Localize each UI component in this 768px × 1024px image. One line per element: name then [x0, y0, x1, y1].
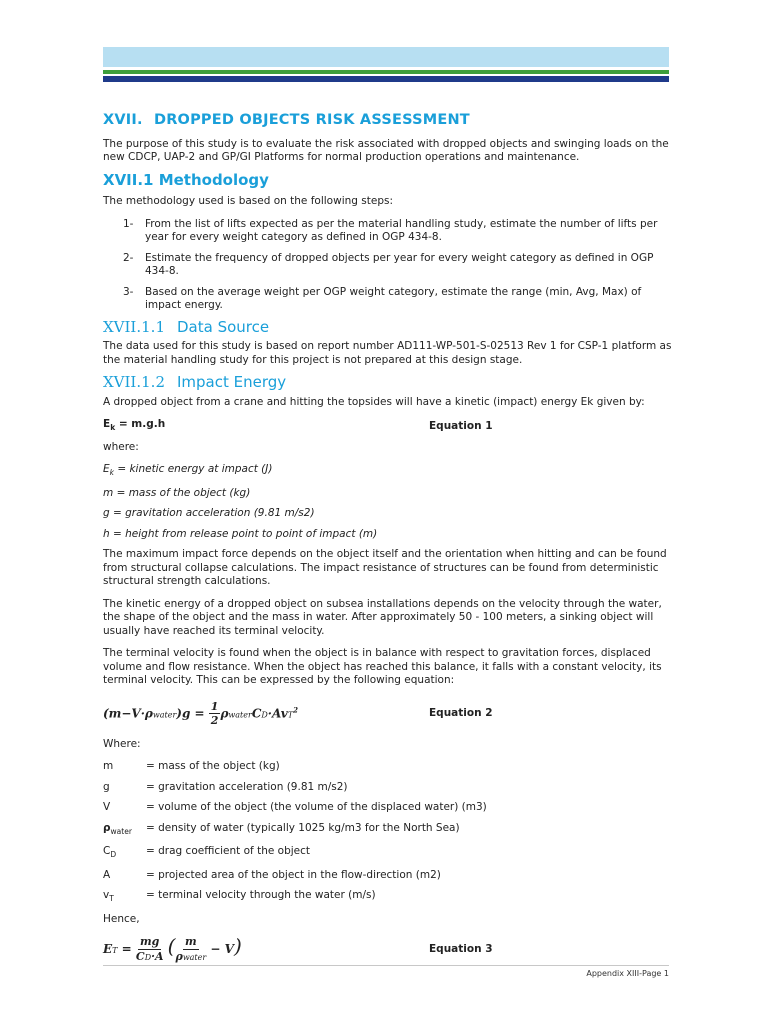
list-item: 2- Estimate the frequency of dropped objects per year for every weight category as defined in OGP 434-8. [123, 251, 654, 277]
list-item: $C_D$ = drag coefficient of the object [103, 845, 311, 860]
list-item: $E_k$ = kinetic energy at impact (J) [103, 463, 273, 478]
data-source-heading: XVII.1.1 Data Source [103, 317, 270, 336]
paragraph-impact-force: The maximum impact force depends on the object itself and the orientation when hitting and can be found from structural collapse calculations. The impact resistance of structures can be found from deterministic structural strength calculations. [103, 548, 667, 588]
methodology-lead: The methodology used is based on the following steps: [103, 195, 393, 207]
list-item: m = mass of the object (kg) [103, 760, 280, 773]
equation-1 [103, 418, 673, 435]
list-item: g = gravitation acceleration (9.81 m/s2) [103, 507, 315, 520]
intro-paragraph: The purpose of this study is to evaluate the risk associated with dropped objects and swinging loads on the new CDCP, UAP-2 and GP/GI Platforms for normal production operations and maintenance. [103, 137, 669, 163]
list-item: h = height from release point to point of impact (m) [103, 527, 378, 540]
equation-2-formula: (m−V·ρwater)g = $\frac{1}{2}$ ρwaterCD·AvT$^2$ [103, 699, 298, 728]
equation-3 [103, 935, 673, 964]
list-item: 3- Based on the average weight per OGP weight category, estimate the range (min, Avg, Max) of impact energy. [123, 285, 642, 311]
impact-energy-lead: A dropped object from a crane and hitting the topsides will have a kinetic (impact) energy Ek given by: [103, 395, 645, 408]
list-item: A = projected area of the object in the flow-direction (m2) [103, 868, 441, 881]
equation-2-definitions [103, 760, 673, 906]
equation-1-label: Equation 1 [429, 419, 493, 432]
list-item: 1- From the list of lifts expected as per the material handling study, estimate the number of lifts per year for every weight category as defined in OGP 434-8. [123, 217, 658, 243]
list-item: $v_T$ = terminal velocity through the water (m/s) [103, 889, 376, 904]
methodology-heading: XVII.1 Methodology [103, 170, 269, 189]
methodology-steps [103, 218, 673, 313]
equation-1-formula: $E_k = m.g.h$ [103, 418, 166, 433]
header-bar-light-blue [103, 47, 669, 67]
equation-1-definitions [103, 463, 673, 541]
list-item: g = gravitation acceleration (9.81 m/s2) [103, 780, 348, 793]
header-bar-navy [103, 76, 669, 82]
equation-3-formula: ET = $\frac{mg}{CD\cdot A}$ ( $\frac{m}{\text{ρwater}}$ − V) [103, 934, 242, 963]
list-item: m = mass of the object (kg) [103, 486, 251, 499]
page-footer: Appendix XIII-Page 1 [586, 969, 669, 978]
paragraph-subsea: The kinetic energy of a dropped object on subsea installations depends on the velocity through the water, the shape of the object and the mass in water. After approximately 50 - 100 meters, a sinking object will usually have reached its terminal velocity. [103, 597, 662, 637]
hence-label: Hence, [103, 912, 140, 925]
list-item: $\rho_{water}$ = density of water (typically 1025 kg/m3 for the North Sea) [103, 821, 460, 836]
paragraph-terminal-velocity: The terminal velocity is found when the object is in balance with respect to gravitation forces, displaced volume and flow resistance. When the object has reached this balance, it falls with a constant velocity, its terminal velocity. This can be expressed by the following equation: [103, 647, 662, 687]
data-source-paragraph: The data used for this study is based on report number AD111-WP-501-S-02513 Rev 1 for CSP-1 platform as the material handling study for this project is not prepared at this design stage. [103, 340, 672, 366]
section-title: DROPPED OBJECTS RISK ASSESSMENT [153, 112, 470, 128]
document-body [103, 114, 673, 970]
footer-divider [103, 965, 669, 966]
section-heading [103, 114, 673, 128]
equation-3-label: Equation 3 [429, 943, 493, 956]
where-label: where: [103, 440, 139, 453]
section-number: XVII. [103, 112, 143, 128]
impact-energy-heading: XVII.1.2 Impact Energy [103, 373, 287, 391]
equation-2 [103, 700, 673, 728]
list-item: V = volume of the object (the volume of the displaced water) (m3) [103, 801, 487, 814]
equation-2-label: Equation 2 [429, 706, 493, 719]
where-label-2: Where: [103, 737, 141, 750]
